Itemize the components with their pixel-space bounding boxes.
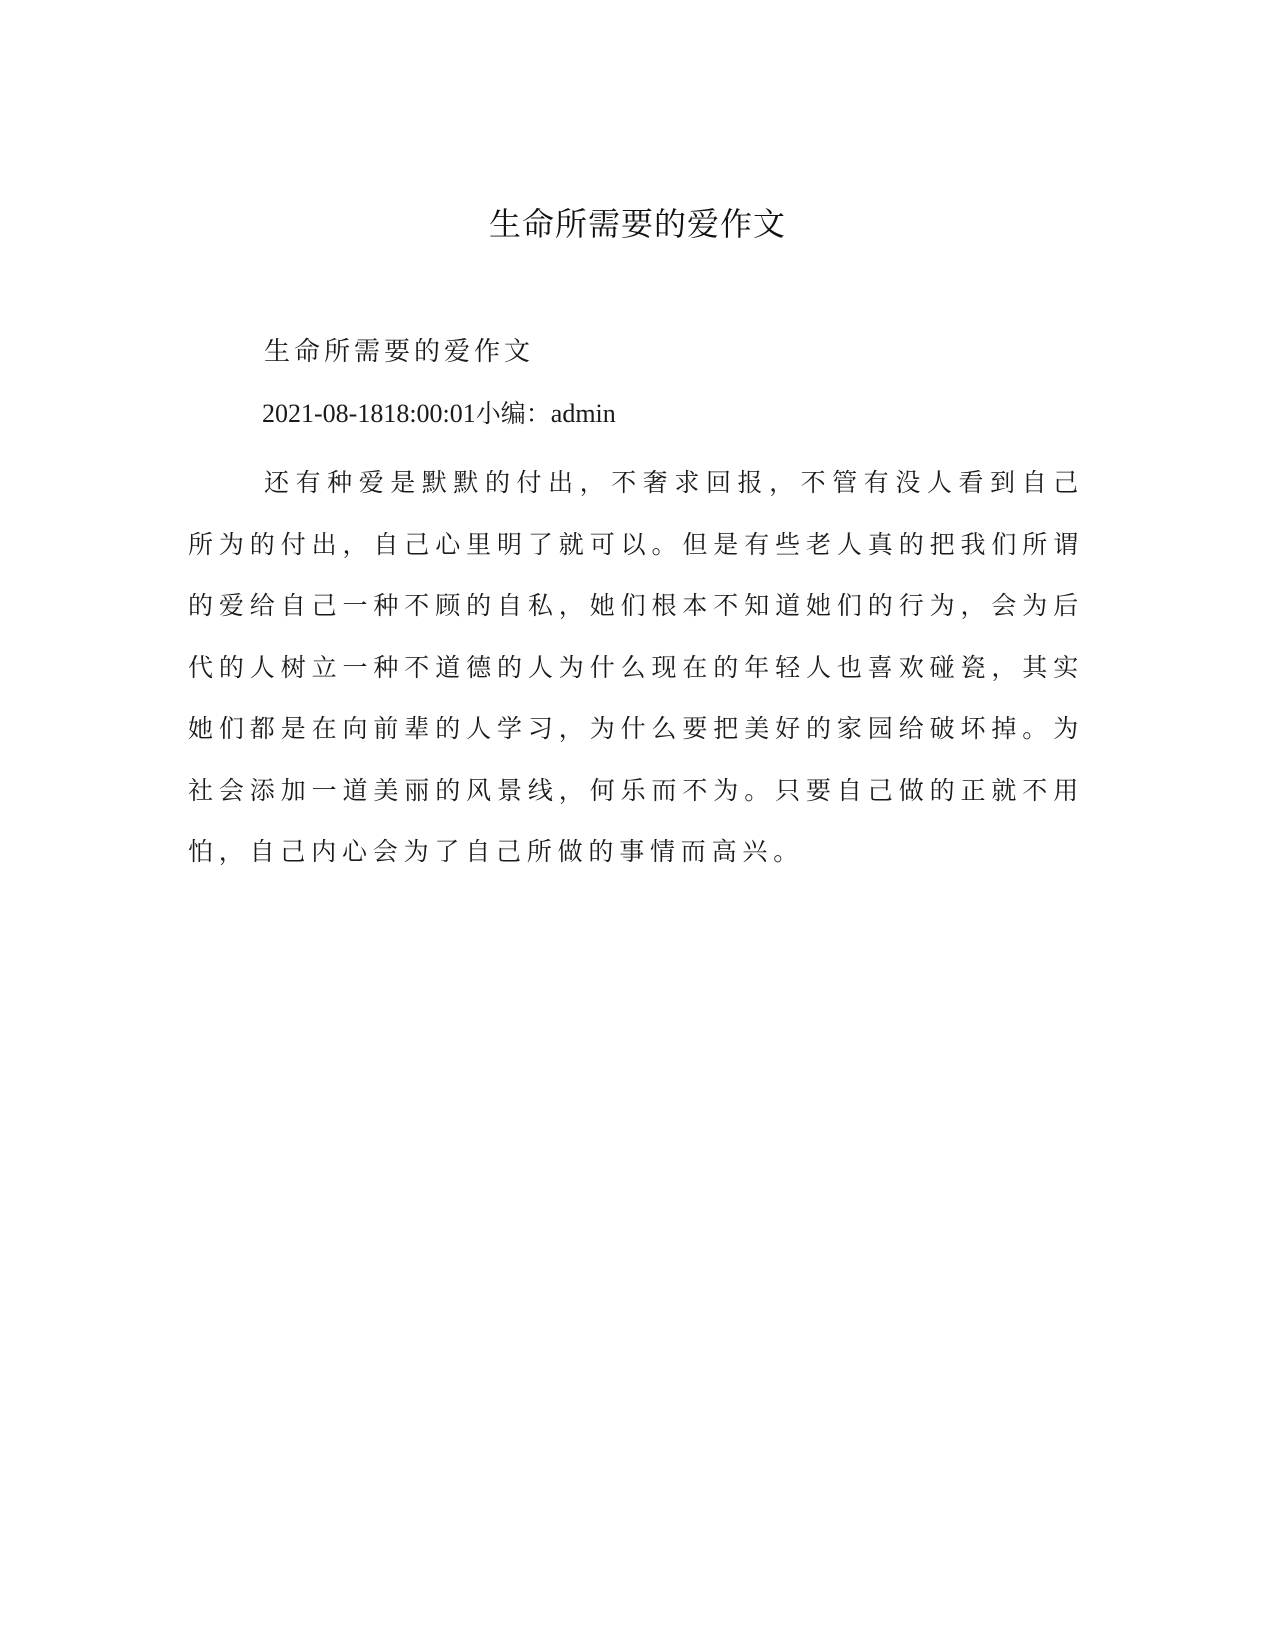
publish-datetime: 2021-08-1818:00:01 [262,399,476,428]
article-meta [262,396,616,432]
article-body: 还有种爱是默默的付出，不奢求回报，不管有没人看到自己所为的付出，自己心里明了就可以。但是有些老人真的把我们所谓的爱给自己一种不顾的自私，她们根本不知道她们的行为，会为后代的人树立一种不道德的人为什么现在的年轻人也喜欢碰瓷，其实她们都是在向前辈的人学习，为什么要把美好的家园给破坏掉。为社会添加一道美丽的风景线，何乐而不为。只要自己做的正就不用怕，自己内心会为了自己所做的事情而高兴。 [188,468,1084,866]
document-title: 生命所需要的爱作文 [488,205,786,243]
article-subtitle: 生命所需要的爱作文 [264,337,535,367]
author-label: 小编： [475,399,551,428]
author-name: admin [550,399,616,428]
